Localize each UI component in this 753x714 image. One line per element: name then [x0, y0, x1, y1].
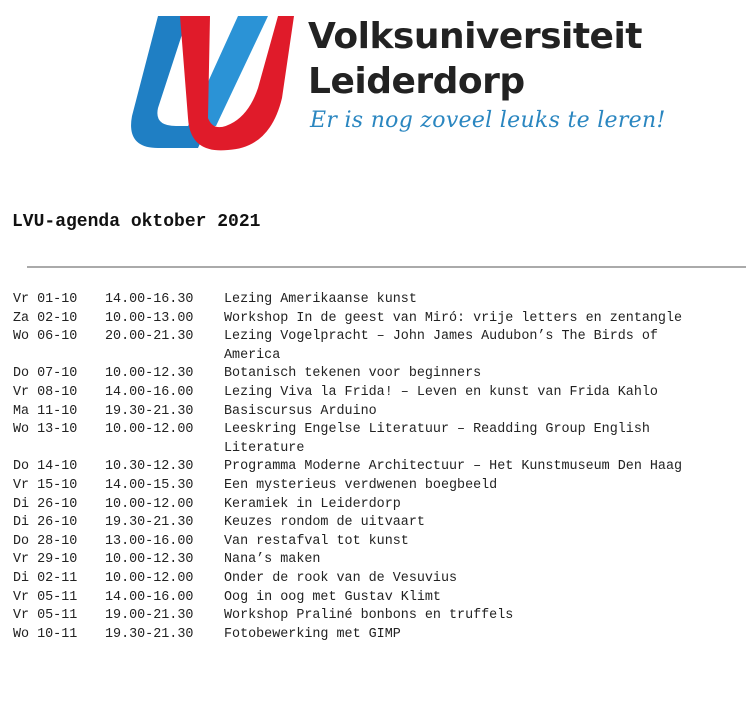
agenda-title: Onder de rook van de Vesuvius — [224, 570, 458, 586]
agenda-row — [13, 570, 748, 589]
agenda-date: Wo 06-10 — [13, 329, 78, 345]
agenda-title: Keramiek in Leiderdorp — [224, 496, 401, 512]
divider — [27, 266, 746, 268]
agenda-row — [13, 496, 748, 515]
agenda-row — [13, 533, 748, 552]
agenda-time: 19.30-21.30 — [105, 515, 194, 531]
agenda-date: Do 14-10 — [13, 459, 78, 475]
agenda-time: 10.00-12.30 — [105, 552, 194, 568]
agenda-title: Workshop Praliné bonbons en truffels — [224, 608, 514, 624]
agenda-time: 10.00-12.30 — [105, 366, 194, 382]
agenda-title: Workshop In de geest van Miró: vrije letters en zentangle — [224, 310, 683, 326]
logo-name-line1: Volksuniversiteit — [308, 16, 643, 57]
agenda-row — [13, 551, 748, 570]
agenda-time: 14.00-16.00 — [105, 384, 194, 400]
agenda-time: 14.00-15.30 — [105, 477, 194, 493]
agenda-row — [13, 384, 748, 403]
agenda-date: Di 26-10 — [13, 496, 78, 512]
logo-name-line2: Leiderdorp — [308, 61, 525, 102]
agenda-time: 13.00-16.00 — [105, 533, 194, 549]
agenda-date: Vr 08-10 — [13, 384, 78, 400]
agenda-row — [13, 477, 748, 496]
agenda-row — [13, 403, 748, 422]
agenda-time: 10.30-12.30 — [105, 459, 194, 475]
agenda-title: Leeskring Engelse Literatuur – Readding Group English Literature — [224, 422, 650, 456]
agenda-time: 20.00-21.30 — [105, 329, 194, 345]
agenda-row — [13, 421, 748, 458]
agenda-time: 19.00-21.30 — [105, 608, 194, 624]
agenda-time: 14.00-16.00 — [105, 589, 194, 605]
agenda-date: Vr 29-10 — [13, 552, 78, 568]
agenda-title: Botanisch tekenen voor beginners — [224, 366, 482, 382]
agenda-date: Di 02-11 — [13, 570, 78, 586]
lvu-logo — [118, 8, 666, 158]
agenda-date: Ma 11-10 — [13, 403, 78, 419]
agenda-date: Do 07-10 — [13, 366, 78, 382]
page-title: LVU-agenda oktober 2021 — [12, 212, 261, 232]
agenda-time: 10.00-12.00 — [105, 496, 194, 512]
agenda-time: 10.00-12.00 — [105, 570, 194, 586]
agenda-time: 10.00-12.00 — [105, 422, 194, 438]
agenda-date: Za 02-10 — [13, 310, 78, 326]
agenda-date: Wo 10-11 — [13, 626, 78, 642]
agenda-time: 19.30-21.30 — [105, 626, 194, 642]
agenda-row — [13, 291, 748, 310]
agenda-title: Basiscursus Arduino — [224, 403, 377, 419]
logo-tagline: Er is nog zoveel leuks te leren! — [310, 108, 666, 133]
agenda-date: Vr 05-11 — [13, 608, 78, 624]
agenda-date: Do 28-10 — [13, 533, 78, 549]
agenda-date: Vr 01-10 — [13, 292, 78, 307]
agenda-date: Wo 13-10 — [13, 422, 78, 438]
agenda-title: Keuzes rondom de uitvaart — [224, 515, 425, 531]
agenda-row — [13, 514, 748, 533]
agenda-title: Van restafval tot kunst — [224, 533, 409, 549]
agenda-time: 19.30-21.30 — [105, 403, 194, 419]
agenda-title: Nana’s maken — [224, 552, 321, 568]
agenda-date: Vr 05-11 — [13, 589, 78, 605]
agenda-date: Vr 15-10 — [13, 477, 78, 493]
agenda-title: Fotobewerking met GIMP — [224, 626, 401, 642]
agenda-title: Programma Moderne Architectuur – Het Kunstmuseum Den Haag — [224, 459, 683, 475]
agenda-row — [13, 607, 748, 626]
agenda-title: Lezing Viva la Frida! – Leven en kunst van Frida Kahlo — [224, 384, 658, 400]
agenda-time: 14.00-16.30 — [105, 292, 194, 307]
agenda-title: Lezing Vogelpracht – John James Audubon’s The Birds of America — [224, 329, 658, 363]
agenda-title: Oog in oog met Gustav Klimt — [224, 589, 441, 605]
agenda-title: Lezing Amerikaanse kunst — [224, 292, 417, 307]
lvu-logo-mark-icon — [118, 8, 294, 154]
agenda-time: 10.00-13.00 — [105, 310, 194, 326]
agenda-row — [13, 310, 748, 329]
agenda-row — [13, 589, 748, 608]
agenda-list — [13, 291, 748, 644]
agenda-title: Een mysterieus verdwenen boegbeeld — [224, 477, 498, 493]
agenda-date: Di 26-10 — [13, 515, 78, 531]
agenda-row — [13, 458, 748, 477]
agenda-row — [13, 626, 748, 645]
agenda-row — [13, 365, 748, 384]
agenda-row — [13, 328, 748, 365]
logo-name — [308, 14, 642, 104]
